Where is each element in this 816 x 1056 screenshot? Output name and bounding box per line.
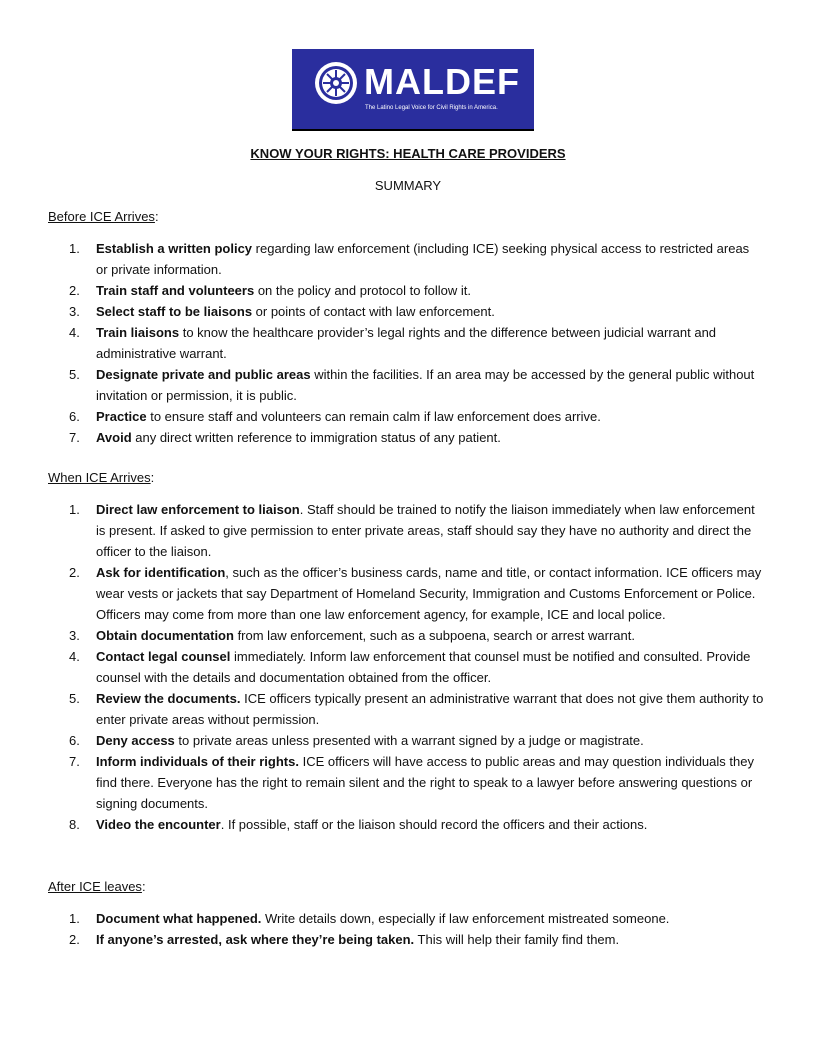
list-item: 1. Establish a written policy regarding law enforcement (including ICE) seeking physical access to restricted areas or private information. — [69, 241, 750, 277]
maldef-logo — [292, 49, 534, 129]
list-item: 6. Deny access to private areas unless presented with a warrant signed by a judge or magistrate. — [69, 733, 644, 748]
maldef-seal-icon — [313, 60, 359, 106]
logo-underline — [292, 129, 534, 131]
list-item: 4. Train liaisons to know the healthcare provider’s legal rights and the difference between judicial warrant and administrative warrant. — [69, 325, 717, 361]
list-item: 3. Select staff to be liaisons or points of contact with law enforcement. — [69, 304, 495, 319]
list-after — [69, 908, 764, 950]
list-item: 1. Document what happened. Write details down, especially if law enforcement mistreated someone. — [69, 911, 670, 926]
logo-wordmark: MALDEF — [364, 61, 520, 102]
section-heading-after: After ICE leaves: — [48, 879, 146, 894]
list-item: 2. Train staff and volunteers on the policy and protocol to follow it. — [69, 283, 471, 298]
list-when — [69, 499, 764, 835]
list-item: 3. Obtain documentation from law enforcement, such as a subpoena, search or arrest warrant. — [69, 628, 635, 643]
list-item: 4. Contact legal counsel immediately. Inform law enforcement that counsel must be notified and consulted. Provide counsel with the details and documentation obtained from the officer. — [69, 649, 751, 685]
list-item: 5. Review the documents. ICE officers typically present an administrative warrant that does not give them authority to enter private areas without permission. — [69, 691, 764, 727]
list-before — [69, 238, 764, 448]
page-subtitle: SUMMARY — [374, 178, 442, 193]
list-item: 6. Practice to ensure staff and volunteers can remain calm if law enforcement does arrive. — [69, 409, 601, 424]
list-item: 2. Ask for identification, such as the officer’s business cards, name and title, or contact information. ICE officers may wear vests or jackets that say Department of Homeland Security, Immigration and Customs Enforcement or Police. Officers may come from more than one law enforcement agency, for example, ICE and local police. — [69, 565, 762, 622]
list-item: 7. Avoid any direct written reference to immigration status of any patient. — [69, 430, 501, 445]
page-title: KNOW YOUR RIGHTS: HEALTH CARE PROVIDERS — [250, 146, 566, 161]
list-item: 8. Video the encounter. If possible, staff or the liaison should record the officers and their actions. — [69, 817, 648, 832]
logo-tagline: The Latino Legal Voice for Civil Rights in America. — [365, 105, 498, 111]
list-item: 5. Designate private and public areas within the facilities. If an area may be accessed by the general public without invitation or permission, it is public. — [69, 367, 755, 403]
list-item: 7. Inform individuals of their rights. ICE officers will have access to public areas and may question individuals they find there. Everyone has the right to remain silent and the right to speak to a lawyer before answering questions or signing documents. — [69, 754, 754, 811]
list-item: 2. If anyone’s arrested, ask where they’re being taken. This will help their family find them. — [69, 932, 620, 947]
list-item: 1. Direct law enforcement to liaison. Staff should be trained to notify the liaison immediately when law enforcement is present. If asked to give permission to enter private areas, staff should say they have no authority and direct the officer to the liaison. — [69, 502, 755, 559]
section-heading-before: Before ICE Arrives: — [48, 209, 159, 224]
section-heading-when: When ICE Arrives: — [48, 470, 155, 485]
